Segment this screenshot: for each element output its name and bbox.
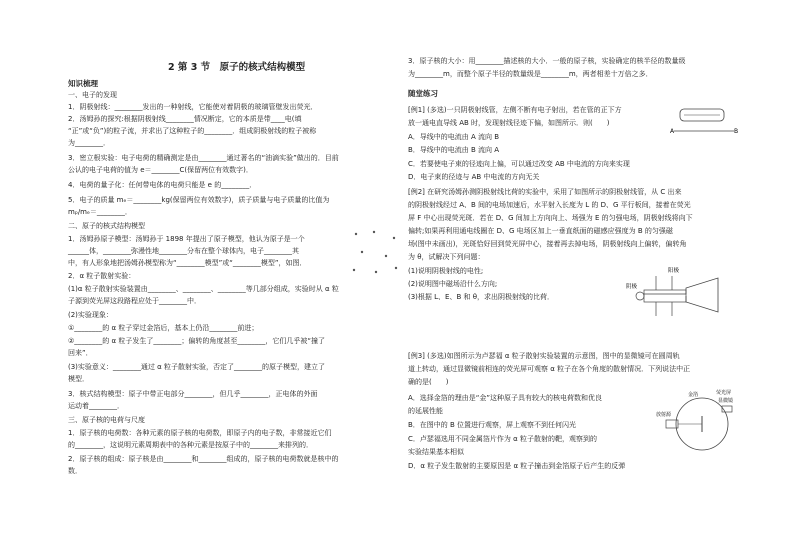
electron-dot [395, 267, 397, 269]
text-line: 道上转动，通过显微镜前相连的荧光屏可观察 α 粒子在各个角度的散射情况．下列说法中正 [408, 365, 691, 373]
text-line: 回来”． [68, 349, 93, 357]
text-line: 4．电荷的量子化：任何带电体的电荷只能是 e 的________． [68, 181, 257, 189]
electron-dot [355, 233, 357, 235]
heading-nuclear-charge: 三、原子核的电荷与尺度 [68, 416, 145, 424]
text-line: 3．原子核的大小：用________描述核的大小．一般的原子核，实验确定的核半径的数量级 [408, 57, 686, 65]
text-line: (1)α 粒子散射实验装置由________、________、________等几部分组成，实验时从 α 粒 [68, 285, 339, 293]
option-a: A．选择金箔的理由是“金”这种原子具有较大的核电荷数和优良 [408, 394, 603, 402]
electron-dot [361, 251, 363, 253]
text-line: 为________m，而整个原子半径的数量级是________m，两者相差十万倍之多． [408, 70, 653, 78]
option-c-cont: 实验结果基本相似 [408, 448, 464, 456]
question-2: (2)说明图中磁场沿什么方向; [408, 280, 498, 288]
option-a-cont: 的延展性能 [408, 407, 443, 415]
text-line: 为________． [68, 139, 110, 147]
text-line: 2．原子核的组成：原子核是由________和________组成的，原子核的电荷数就是核中的 [68, 455, 339, 463]
text-line: 偏转;如果再利用通电线圈在 D、G 电场区加上一垂直纸面的磁感应强度为 B 的匀强磁 [408, 227, 673, 235]
text-line: 1．原子核的电荷数：各种元素的原子核的电荷数，即原子内的电子数，非常接近它们 [68, 429, 332, 437]
option-c: C．卢瑟福选用不同金属箔片作为 α 粒子散射的靶，观察到的 [408, 435, 597, 443]
text-line: 的________，这说明元素周期表中的各种元素是按原子中的________来排列的． [68, 441, 313, 449]
tube-outline [644, 278, 718, 312]
text-line: [例1] (多选)一只阴极射线管，左侧不断有电子射出，若在管的正下方 [408, 106, 622, 114]
text-line: 2．α 粒子散射实验： [68, 272, 136, 280]
option-a: A．导线中的电流由 A 流向 B [408, 133, 500, 141]
text-line: 中，有人形象地把汤姆孙模型称为“________模型”或“________模型”，如图． [68, 259, 307, 267]
text-line: 1．汤姆孙原子模型：汤姆孙于 1898 年提出了原子模型，他认为原子是一个 [68, 235, 305, 243]
text-line: 模型． [68, 375, 89, 383]
text-line: [例2] 在研究汤姆孙测阴极射线比荷的实验中，采用了如图所示的阴极射线管，从 C 出来 [408, 188, 682, 196]
label-source: 放射源 [656, 412, 672, 418]
text-line: 数． [68, 467, 82, 475]
text-line: (2)实验现象： [68, 311, 113, 319]
electron-dot [385, 255, 387, 257]
plum-pudding-figure [350, 228, 400, 278]
label-anode: 阳极 [668, 268, 680, 274]
label-b: B [734, 128, 739, 135]
label-screen: 荧光屏 [716, 390, 732, 396]
text-line: 场(图中未画出)，光斑恰好回到荧光屏中心，接着再去掉电场，阴极射线向上偏转，偏转角 [408, 240, 687, 248]
option-b: B．导线中的电流由 B 流向 A [408, 146, 500, 154]
text-line: ______体，________弥漫性地________分布在整个球体内，电子________其 [68, 247, 299, 255]
text-line: [例3] (多选)如图所示为卢瑟福 α 粒子散射实验装置的示意图，图中的显微镜可在圆周轨 [408, 352, 680, 360]
label-a: A [670, 128, 675, 135]
text-line: 为 θ，试解决下列问题： [408, 253, 485, 261]
question-3: (3)根据 L、E、B 和 θ，求出阴极射线的比荷． [408, 293, 554, 301]
text-line: 子源到荧光屏这段路程应处于________中． [68, 297, 201, 305]
option-c: C．若要使电子束的径迹向上偏，可以通过改变 AB 中电流的方向来实现 [408, 160, 630, 168]
label-cathode: 阴极 [626, 284, 638, 290]
text-line: 1．阴极射线：________发出的一种射线，它能使对着阴极的玻璃管壁发出荧光． [68, 103, 318, 111]
text-line: 3．核式结构模型：原子中带正电部分________，但几乎________，正电体的外面 [68, 390, 318, 398]
section-heading-practice: 随堂练习 [408, 89, 438, 98]
text-line: 3．密立根实验：电子电荷的精确测定是由________通过著名的“油滴实验”做出的．目前 [68, 154, 339, 162]
rutherford-apparatus-figure [656, 386, 742, 458]
text-line: 运动着________． [68, 402, 124, 410]
cathode-end [636, 292, 644, 300]
label-microscope: 显微镜 [718, 398, 734, 404]
heading-electron-discovery: 一、电子的发现 [68, 91, 117, 99]
cathode-tube-figure [670, 102, 740, 138]
text-line: 的阴极射线经过 A、B 间的电场加速后，水平射入长度为 L 的 D、G 平行板间，接着在荧光 [408, 201, 691, 209]
text-line: 放一通电直导线 AB 时，发现射线径迹下偏，如图所示．则( ) [408, 119, 610, 127]
text-line: (3)实验意义：________通过 α 粒子散射实验，否定了________的原子模型，建立了 [68, 363, 325, 371]
electron-dot [353, 269, 355, 271]
text-line: ①________的 α 粒子穿过金箔后，基本上仍沿________前进； [68, 324, 259, 332]
text-line: 屏 F 中心出现荧光斑．若在 D、G 间加上方向向上、场强为 E 的匀强电场，阴极射线将向下 [408, 214, 693, 222]
text-line: 5．电子的质量 mₑ＝________kg(保留两位有效数字)，质子质量与电子质量的比值为 [68, 196, 330, 204]
electron-dot [373, 231, 375, 233]
electron-dot [375, 271, 377, 273]
text-line: mₚ/mₑ＝________． [68, 208, 132, 216]
electron-dot [393, 237, 395, 239]
text-line: 公认的电子电荷的值为 e＝________C(保留两位有效数字)． [68, 166, 253, 174]
text-line: 2．汤姆孙的探究:根据阴极射线________情况断定，它的本质是带____电(填 [68, 115, 302, 123]
text-line: 确的是( ) [408, 378, 449, 386]
text-line: ②________的 α 粒子发生了________；偏转的角度甚至________，它们几乎被“撞了 [68, 337, 325, 345]
option-d: D．电子束的径迹与 AB 中电流的方向无关 [408, 173, 540, 181]
tube-neck [644, 290, 686, 302]
option-b: B．在图中的 B 位置进行观察，屏上观察不到任何闪光 [408, 421, 577, 429]
thomson-tube-figure [626, 262, 742, 320]
heading-nuclear-model: 二、原子的核式结构模型 [68, 222, 145, 230]
text-line: “正”或“负”)的粒子流，并求出了这种粒子的________．组成阴极射线的粒子被称 [68, 127, 317, 135]
section-heading-knowledge: 知识梳理 [68, 79, 98, 88]
label-foil: 金箔 [688, 392, 699, 398]
page-title: 2 第 3 节 原子的核式结构模型 [168, 62, 306, 73]
option-d: D．α 粒子发生散射的主要原因是 α 粒子撞击到金箔原子后产生的反弹 [408, 462, 626, 470]
question-1: (1)说明阴极射线的电性; [408, 267, 484, 275]
